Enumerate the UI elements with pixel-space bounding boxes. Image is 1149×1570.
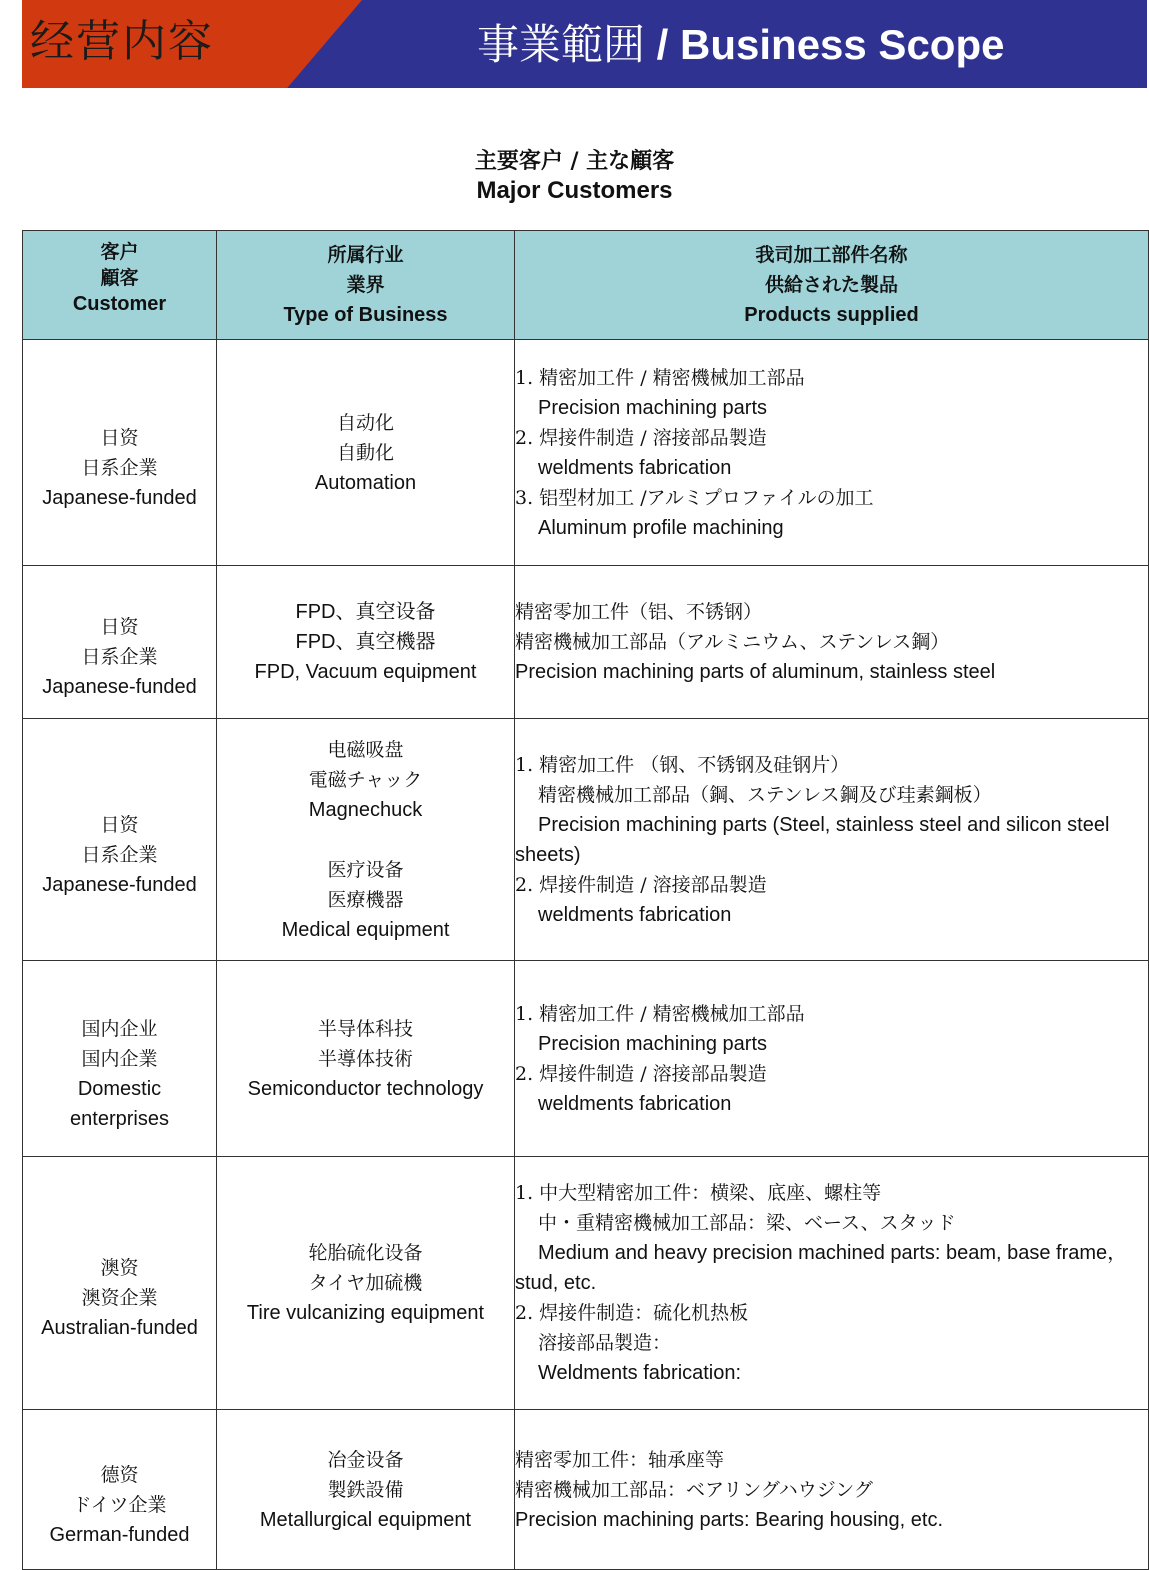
customer-cell (23, 961, 217, 1157)
customer-cell (23, 1410, 217, 1570)
table-row (23, 566, 1149, 719)
banner-left-text: 经营内容 (30, 16, 214, 67)
business-text: Medical equipment (281, 918, 450, 941)
table-row (23, 1410, 1149, 1570)
product-line: weldments fabrication (538, 1092, 732, 1115)
header-business-cn: 所属行业 (327, 244, 404, 266)
page-title (477, 20, 1005, 69)
product-line: 1. 精密加工件 / 精密機械加工部品 (515, 366, 805, 389)
business-cell (217, 961, 515, 1157)
business-text: 轮胎硫化设备 (308, 1242, 423, 1264)
customer-text: Japanese-funded (42, 873, 197, 896)
header-banner (22, 0, 1147, 88)
business-text: Semiconductor technology (247, 1077, 484, 1100)
business-text: Automation (314, 471, 417, 494)
product-line: 精密機械加工部品：ベアリングハウジング (515, 1478, 873, 1501)
product-line: 溶接部品製造： (538, 1332, 672, 1354)
table-row (23, 961, 1149, 1157)
business-text: 电磁吸盘 (327, 738, 404, 761)
product-line: 2. 焊接件制造 / 溶接部品製造 (515, 426, 767, 449)
page-title-en: / Business Scope (645, 21, 1005, 68)
product-line: 精密機械加工部品（鋼、ステンレス鋼及び珪素鋼板） (538, 783, 992, 806)
customers-table (22, 230, 1149, 1570)
customer-text: 澳资 (100, 1257, 139, 1279)
business-cell (217, 719, 515, 961)
business-text: FPD、真空機器 (295, 631, 436, 653)
customer-text: 日系企業 (81, 646, 158, 668)
product-line: Precision machining parts of aluminum, stainless steel (515, 661, 996, 683)
table-row (23, 340, 1149, 566)
products-cell (515, 566, 1149, 719)
header-customer-cn: 客户 (100, 241, 139, 263)
business-text: Magnechuck (308, 798, 423, 821)
product-line: 精密零加工件：轴承座等 (515, 1448, 725, 1471)
customer-cell (23, 566, 217, 719)
product-line: Precision machining parts: Bearing housing, etc. (515, 1508, 944, 1531)
customer-text: German-funded (49, 1523, 190, 1546)
customer-cell (23, 719, 217, 961)
customer-text: 日系企業 (81, 456, 158, 479)
product-line: Precision machining parts (538, 396, 767, 419)
product-line: Weldments fabrication: (538, 1362, 742, 1384)
header-customer-en: Customer (72, 293, 167, 315)
customer-text: 德资 (100, 1463, 139, 1486)
table-header-row (23, 231, 1149, 340)
product-line: 1. 精密加工件 （钢、不锈钢及硅钢片） (515, 753, 850, 776)
header-products-en: Products supplied (744, 304, 919, 326)
products-cell (515, 1410, 1149, 1570)
business-text: 医疗设备 (327, 858, 404, 881)
header-business (217, 231, 515, 340)
product-line: 精密機械加工部品（アルミニウム、ステンレス鋼） (515, 631, 950, 653)
product-line: weldments fabrication (538, 456, 732, 479)
product-line: 2. 焊接件制造 / 溶接部品製造 (515, 873, 767, 896)
section-title-en: Major Customers (476, 177, 673, 204)
business-cell (217, 1157, 515, 1410)
product-line: 2. 焊接件制造 / 溶接部品製造 (515, 1062, 767, 1085)
business-text: 半導体技術 (317, 1047, 413, 1070)
product-line: 2. 焊接件制造：硫化机热板 (515, 1302, 749, 1324)
product-line: 1. 精密加工件 / 精密機械加工部品 (515, 1002, 805, 1025)
business-text: 医療機器 (327, 888, 404, 911)
header-products-jp: 供給された製品 (764, 274, 898, 296)
product-line: Medium and heavy precision machined parts: beam, base frame，stud, etc. (515, 1242, 1128, 1294)
customer-cell (23, 340, 217, 566)
header-business-jp: 業界 (346, 274, 385, 296)
customer-text: Japanese-funded (42, 676, 197, 698)
page-title-jp: 事業範囲 (477, 20, 646, 69)
product-line: 1. 中大型精密加工件：横梁、底座、螺柱等 (515, 1182, 882, 1204)
header-business-en: Type of Business (283, 304, 448, 326)
business-cell (217, 1410, 515, 1570)
customer-text: enterprises (70, 1107, 169, 1130)
customer-text: Japanese-funded (42, 486, 197, 509)
customer-text: 国内企業 (81, 1047, 158, 1070)
table-row (23, 719, 1149, 961)
business-text: 冶金设备 (327, 1448, 404, 1471)
customer-text: 澳资企業 (81, 1287, 158, 1309)
customer-text: 国内企业 (81, 1017, 158, 1040)
header-customer-jp: 顧客 (100, 267, 139, 289)
products-cell (515, 961, 1149, 1157)
business-cell (217, 340, 515, 566)
business-text: 自动化 (336, 411, 394, 434)
business-text: FPD、真空设备 (295, 601, 436, 623)
customer-text: 日资 (100, 616, 139, 638)
product-line: 3. 铝型材加工 /アルミプロファイルの加工 (515, 486, 874, 509)
table-row (23, 1157, 1149, 1410)
products-cell (515, 340, 1149, 566)
business-text: FPD, Vacuum equipment (254, 661, 477, 683)
business-text (217, 825, 514, 855)
business-text: 製鉄設備 (327, 1478, 404, 1501)
product-line: 中・重精密機械加工部品：梁、ベース、スタッド (538, 1212, 956, 1234)
business-text: 電磁チャック (308, 768, 423, 791)
header-customer (23, 231, 217, 340)
business-cell (217, 566, 515, 719)
customer-text: Domestic (77, 1077, 162, 1100)
business-text: 自動化 (336, 441, 394, 464)
header-products (515, 231, 1149, 340)
products-cell (515, 719, 1149, 961)
customer-text: 日系企業 (81, 843, 158, 866)
customer-text: 日资 (100, 813, 139, 836)
products-cell (515, 1157, 1149, 1410)
product-line: Precision machining parts (Steel, stainless steel and silicon steel sheets) (515, 813, 1110, 866)
business-text: Metallurgical equipment (259, 1508, 472, 1531)
customer-cell (23, 1157, 217, 1410)
customer-text: ドイツ企業 (72, 1493, 167, 1516)
business-text: Tire vulcanizing equipment (246, 1302, 485, 1324)
business-text: タイヤ加硫機 (308, 1272, 423, 1294)
product-line: Precision machining parts (538, 1032, 767, 1055)
table-body (23, 340, 1149, 1570)
product-line: 精密零加工件（铝、不锈钢） (515, 601, 763, 623)
customer-text: Australian-funded (41, 1317, 198, 1339)
product-line: weldments fabrication (538, 903, 732, 926)
section-title-cn: 主要客户 / 主な顧客 (474, 148, 675, 174)
business-text: 半导体科技 (317, 1017, 413, 1040)
product-line: Aluminum profile machining (538, 516, 784, 539)
header-products-cn: 我司加工部件名称 (755, 244, 908, 266)
customer-text: 日资 (100, 426, 139, 449)
section-title (0, 146, 1149, 206)
